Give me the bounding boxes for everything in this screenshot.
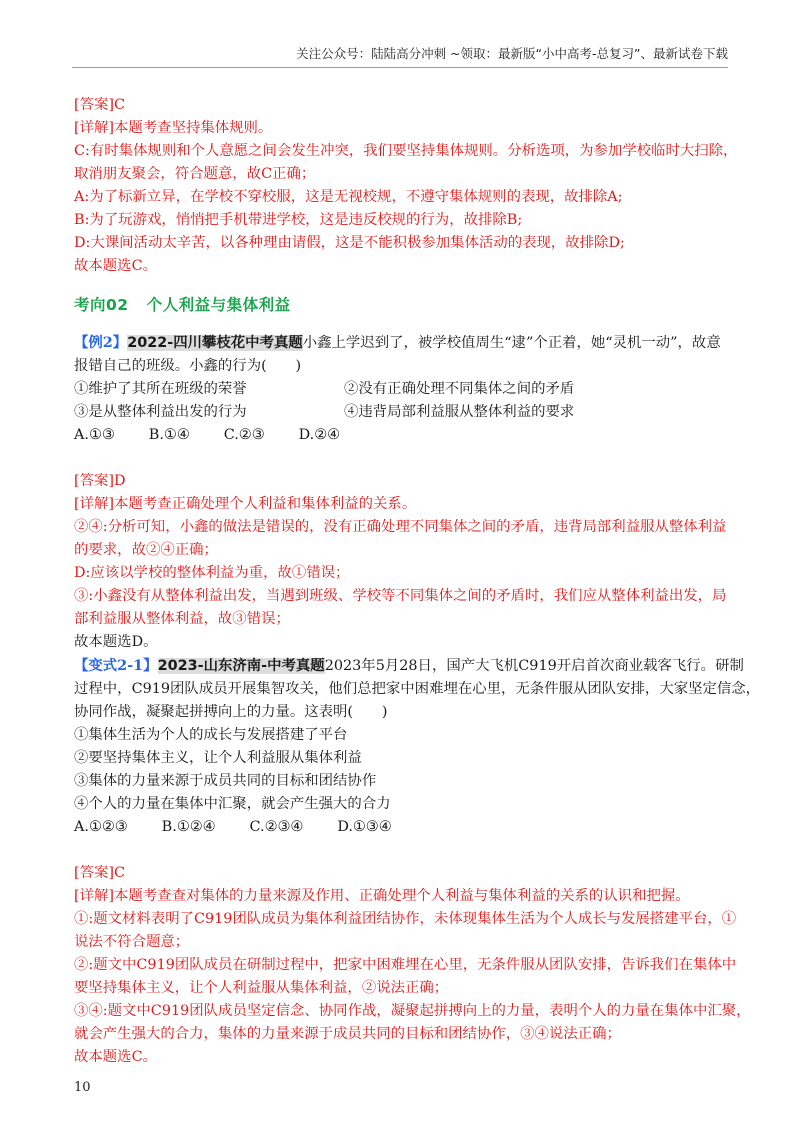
option-item: ②要坚持集体主义，让个人利益服从集体利益 bbox=[74, 750, 362, 766]
answer-detail: [详解]本题考查正确处理个人利益和集体利益的关系。 bbox=[74, 496, 417, 512]
header-divider bbox=[72, 67, 728, 68]
answer-line: D:应该以学校的整体利益为重，故①错误； bbox=[74, 565, 350, 581]
choice-b: B.①④ bbox=[148, 427, 190, 443]
answer-line: A:为了标新立异，在学校不穿校服，这是无视校规，不遵守集体规则的表现，故排除A; bbox=[74, 189, 623, 205]
answer-line: 的要求，故②④正确； bbox=[74, 542, 218, 558]
answer-label: [答案]D bbox=[74, 473, 126, 489]
answer-line: ③④:题文中C919团队成员坚定信念、协同作战，凝聚起拼搏向上的力量，表明个人的力量在集体中汇聚， bbox=[74, 1003, 751, 1019]
choice-c: C.②③ bbox=[223, 427, 265, 443]
answer-choices bbox=[74, 816, 728, 839]
answer-conclusion: 故本题选C。 bbox=[74, 258, 157, 274]
answer-block-3 bbox=[74, 862, 751, 1069]
question-stem: 小鑫上学迟到了，被学校值周生“逮”个正着，她“灵机一动”，故意 bbox=[302, 335, 721, 351]
answer-conclusion: 故本题选C。 bbox=[74, 1049, 157, 1065]
section-title: 个人利益与集体利益 bbox=[146, 296, 291, 314]
example-tag: 【例2】 bbox=[74, 334, 128, 351]
answer-label: [答案]C bbox=[74, 97, 126, 113]
page-header: 关注公众号：陆陆高分冲刺 ~领取：最新版“小中高考-总复习”、最新试卷下载 bbox=[296, 46, 728, 61]
options-row bbox=[74, 401, 728, 424]
option-item: ①维护了其所在班级的荣誉 bbox=[74, 381, 247, 397]
answer-line: ②:题文中C919团队成员在研制过程中，把家中困难埋在心里，无条件服从团队安排，告诉我们在集体中 bbox=[74, 957, 737, 973]
answer-conclusion: 故本题选D。 bbox=[74, 634, 158, 650]
answer-line: ①:题文材料表明了C919团队成员为集体利益团结协作，未体现集体生活为个人成长与发展搭建平台，① bbox=[74, 911, 737, 927]
answer-line: C:有时集体规则和个人意愿之间会发生冲突，我们要坚持集体规则。分析选项，为参加学校临时大扫除， bbox=[74, 143, 738, 159]
options-row bbox=[74, 378, 728, 401]
option-item: ①集体生活为个人的成长与发展搭建了平台 bbox=[74, 727, 348, 743]
variant-question-2-1 bbox=[74, 654, 761, 839]
answer-line: 部利益服从整体利益，故③错误； bbox=[74, 611, 290, 627]
question-source: 2022-四川攀枝花中考真题 bbox=[127, 335, 303, 351]
question-stem: 报错自己的班级。小鑫的行为( ) bbox=[74, 358, 302, 374]
choice-d: D.②④ bbox=[298, 427, 341, 443]
example-question-2 bbox=[74, 331, 728, 447]
choice-d: D.①③④ bbox=[337, 819, 392, 835]
answer-line: 要坚持集体主义，让个人利益服从集体利益，②说法正确； bbox=[74, 980, 449, 996]
option-item: ④个人的力量在集体中汇聚，就会产生强大的合力 bbox=[74, 796, 391, 812]
choice-a: A.①②③ bbox=[74, 819, 128, 835]
answer-line: B:为了玩游戏，悄悄把手机带进学校，这是违反校规的行为，故排除B; bbox=[74, 212, 523, 228]
section-code: 考向02 bbox=[74, 296, 129, 314]
document-body bbox=[74, 94, 761, 1069]
choice-a: A.①③ bbox=[74, 427, 115, 443]
answer-line: ②④:分析可知，小鑫的做法是错误的，没有正确处理不同集体之间的矛盾，违背局部利益服从整体利益 bbox=[74, 519, 727, 535]
option-item: ③集体的力量来源于成员共同的目标和团结协作 bbox=[74, 773, 377, 789]
variant-tag: 【变式2-1】 bbox=[74, 657, 158, 674]
answer-choices bbox=[74, 424, 728, 447]
answer-line: 说法不符合题意； bbox=[74, 934, 190, 950]
section-heading bbox=[74, 294, 728, 317]
answer-line: ③:小鑫没有从整体利益出发，当遇到班级、学校等不同集体之间的矛盾时，我们应从整体利益出发，局 bbox=[74, 588, 727, 604]
option-item: ③是从整体利益出发的行为 bbox=[74, 404, 247, 420]
choice-c: C.②③④ bbox=[249, 819, 304, 835]
option-item: ④违背局部利益服从整体利益的要求 bbox=[344, 404, 575, 420]
question-stem: 过程中，C919团队成员开展集智攻关，他们总把家中困难埋在心里，无条件服从团队安排，大家坚定信念， bbox=[74, 681, 761, 697]
option-item: ②没有正确处理不同集体之间的矛盾 bbox=[344, 381, 575, 397]
question-source: 2023-山东济南-中考真题 bbox=[157, 658, 325, 674]
question-stem: 协同作战，凝聚起拼搏向上的力量。这表明( ) bbox=[74, 704, 388, 720]
choice-b: B.①②④ bbox=[161, 819, 216, 835]
question-stem: 2023年5月28日，国产大飞机C919开启首次商业载客飞行。研制 bbox=[324, 658, 744, 674]
answer-detail: [详解]本题考查坚持集体规则。 bbox=[74, 120, 273, 136]
answer-block-1 bbox=[74, 94, 738, 278]
answer-line: 取消朋友聚会，符合题意，故C正确； bbox=[74, 166, 316, 182]
page-number: 10 bbox=[74, 1080, 91, 1095]
answer-detail: [详解]本题考查查对集体的力量来源及作用、正确处理个人利益与集体利益的关系的认识和把握。 bbox=[74, 888, 690, 904]
answer-label: [答案]C bbox=[74, 865, 126, 881]
answer-line: D:大课间活动太辛苦，以各种理由请假，这是不能积极参加集体活动的表现，故排除D; bbox=[74, 235, 625, 251]
answer-line: 就会产生强大的合力，集体的力量来源于成员共同的目标和团结协作，③④说法正确； bbox=[74, 1026, 621, 1042]
answer-block-2 bbox=[74, 470, 728, 654]
